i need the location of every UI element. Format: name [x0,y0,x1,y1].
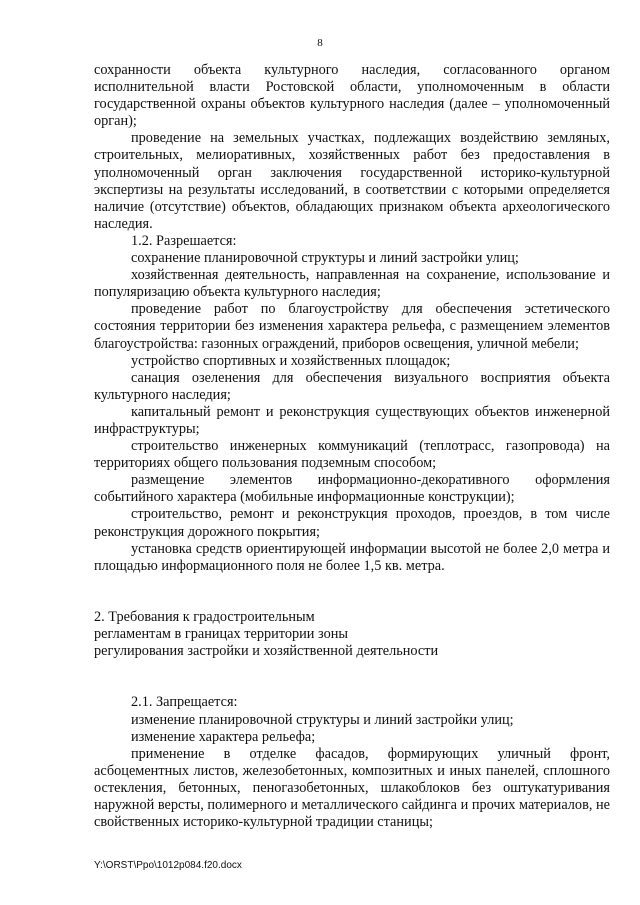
paragraph: строительство, ремонт и реконструкция проходов, проездов, в том числе реконструкция дорожного покрытия; [94,506,610,540]
page-number: 8 [317,37,323,49]
paragraph: хозяйственная деятельность, направленная на сохранение, использование и популяризацию объекта культурного наследия; [94,267,610,301]
file-path-footer: Y:\ORST\Ppo\1012p084.f20.docx [94,860,242,871]
paragraph: изменение планировочной структуры и линий застройки улиц; [131,711,514,728]
section-heading [94,609,610,660]
document-body [94,62,610,831]
paragraph: капитальный ремонт и реконструкция существующих объектов инженерной инфраструктуры; [94,403,610,437]
paragraph: сохранности объекта культурного наследия, согласованного органом исполнительной власти Ростовской области, уполномоченным в области государственной охраны объектов культурного наследия (далее – уполномоченный орган); [94,62,610,130]
section-heading-line: 2. Требования к градостроительным [94,609,315,625]
section-heading-line: регулирования застройки и хозяйственной деятельности [94,643,439,660]
paragraph: устройство спортивных и хозяйственных площадок; [131,352,451,369]
paragraph: проведение работ по благоустройству для обеспечения эстетического состояния территории без изменения характера рельефа, с размещением элементов благоустройства: газонных ограждений, приборов освещения, уличной мебели; [94,301,610,352]
paragraph: установка средств ориентирующей информации высотой не более 2,0 метра и площадью информационного поля не более 1,5 кв. метра. [94,540,610,574]
section-heading-line: регламентам в границах территории зоны [94,626,348,643]
paragraph: изменение характера рельефа; [131,728,316,745]
paragraph: размещение элементов информационно-декоративного оформления событийного характера (мобильные информационные конструкции); [94,472,610,506]
subsection-heading: 1.2. Разрешается: [131,232,237,249]
paragraph: применение в отделке фасадов, формирующих уличный фронт, асбоцементных листов, железобетонных, композитных и иных панелей, сплошного остекления, бетонных, пеногазобетонных, шлакоблоков без оштукатуривания наружной версты, полимерного и металлического сайдинга и прочих материалов, не свойственных историко-культурной традиции станицы; [94,745,610,831]
paragraph: сохранение планировочной структуры и линий застройки улиц; [131,250,519,267]
paragraphs-top [94,62,610,575]
paragraph: санация озеленения для обеспечения визуального восприятия объекта культурного наследия; [94,369,610,403]
paragraph: строительство инженерных коммуникаций (теплотрасс, газопровода) на территориях общего пользования подземным способом; [94,438,610,472]
paragraph: проведение на земельных участках, подлежащих воздействию земляных, строительных, мелиоративных, хозяйственных работ без предоставления в уполномоченный орган заключения государственной историко-культурной экспертизы на результаты исследований, в соответствии с которыми определяется наличие (отсутствие) объектов, обладающих признаком объекта археологического наследия. [94,130,610,232]
paragraphs-bottom [94,694,610,831]
subsection-heading: 2.1. Запрещается: [131,694,238,711]
